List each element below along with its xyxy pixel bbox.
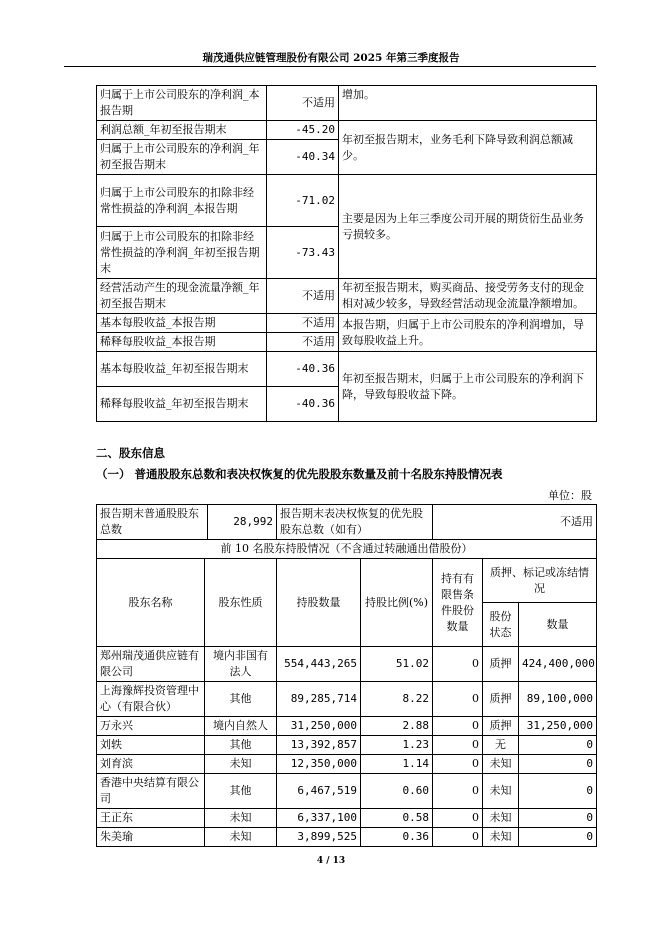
shareholder-pledge-qty: 0	[519, 755, 597, 774]
shareholder-restricted: 0	[433, 774, 483, 809]
change-reason: 增加。	[339, 86, 597, 121]
shareholder-ratio: 0.58	[361, 809, 433, 828]
shareholder-ratio: 0.36	[361, 828, 433, 847]
shareholder-row	[97, 774, 597, 809]
shareholder-qty: 13,392,857	[277, 736, 361, 755]
shareholder-name: 刘育滨	[97, 755, 205, 774]
shareholder-name: 朱美瑜	[97, 828, 205, 847]
shareholder-status: 无	[483, 736, 519, 755]
change-value: -73.43	[267, 227, 339, 279]
change-item: 稀释每股收益_年初至报告期末	[97, 387, 267, 422]
shareholder-restricted: 0	[433, 809, 483, 828]
shareholder-restricted: 0	[433, 717, 483, 736]
header-rule	[64, 66, 596, 67]
shareholder-qty: 12,350,000	[277, 755, 361, 774]
shareholder-qty: 3,899,525	[277, 828, 361, 847]
change-reason: 主要是因为上年三季度公司开展的期货衍生品业务亏损较多。	[339, 175, 597, 279]
shareholder-name: 王正东	[97, 809, 205, 828]
col-header-pledge-qty: 数量	[519, 603, 597, 647]
shareholder-ratio: 8.22	[361, 682, 433, 717]
shareholder-row	[97, 736, 597, 755]
change-reason: 本报告期，归属于上市公司股东的净利润增加，导致每股收益上升。	[339, 314, 597, 352]
shareholder-ratio: 51.02	[361, 647, 433, 682]
change-reason: 年初至报告期末，购买商品、接受劳务支付的现金相对减少较多，导致经营活动现金流量净额增加。	[339, 279, 597, 314]
shareholder-nature: 其他	[205, 682, 277, 717]
total-holders-label: 报告期末普通股股东总数 28,992	[97, 505, 277, 540]
shareholder-restricted: 0	[433, 828, 483, 847]
change-item: 归属于上市公司股东的扣除非经常性损益的净利润_本报告期	[97, 175, 267, 227]
section-title: 二、股东信息	[96, 446, 165, 460]
shareholder-ratio: 1.14	[361, 755, 433, 774]
shareholder-restricted: 0	[433, 755, 483, 774]
shareholders-table	[96, 504, 597, 847]
shareholder-name: 万永兴	[97, 717, 205, 736]
top10-title: 前 10 名股东持股情况（不含通过转融通出借股份）	[97, 540, 597, 559]
shareholder-nature: 境内自然人	[205, 717, 277, 736]
shareholder-qty: 6,467,519	[277, 774, 361, 809]
section-subtitle: （一） 普通股股东总数和表决权恢复的优先股股东数量及前十名股东持股情况表	[96, 467, 503, 481]
shareholder-status: 质押	[483, 647, 519, 682]
shareholder-ratio: 1.23	[361, 736, 433, 755]
shareholder-name: 上海豫辉投资管理中心（有限合伙）	[97, 682, 205, 717]
col-header-status: 股份状态	[483, 603, 519, 647]
shareholder-nature: 未知	[205, 755, 277, 774]
shareholder-status: 未知	[483, 828, 519, 847]
change-item: 基本每股收益_年初至报告期末	[97, 352, 267, 387]
shareholder-nature: 未知	[205, 828, 277, 847]
shareholder-pledge-qty: 0	[519, 736, 597, 755]
changes-table	[96, 85, 597, 422]
shareholder-nature: 未知	[205, 809, 277, 828]
shareholder-nature: 其他	[205, 774, 277, 809]
change-value: 不适用	[267, 333, 339, 352]
shareholder-row	[97, 647, 597, 682]
change-item: 稀释每股收益_本报告期	[97, 333, 267, 352]
shareholder-pledge-qty: 31,250,000	[519, 717, 597, 736]
col-header-restricted: 持有有限售条件股份数量	[433, 559, 483, 647]
col-header-ratio: 持股比例(%)	[361, 559, 433, 647]
shareholder-row	[97, 717, 597, 736]
shareholder-row	[97, 809, 597, 828]
change-value: -40.36	[267, 352, 339, 387]
page-number: 4 / 13	[316, 856, 346, 866]
change-item: 利润总额_年初至报告期末	[97, 121, 267, 140]
shareholder-name: 刘轶	[97, 736, 205, 755]
change-value: 不适用	[267, 279, 339, 314]
shareholder-restricted: 0	[433, 647, 483, 682]
change-reason: 年初至报告期末，归属于上市公司股东的净利润下降，导致每股收益下降。	[339, 352, 597, 422]
pref-holders-value: 不适用	[433, 505, 597, 540]
change-item: 归属于上市公司股东的净利润_年初至报告期末	[97, 140, 267, 175]
shareholder-status: 质押	[483, 682, 519, 717]
pref-holders-label: 报告期末表决权恢复的优先股股东总数（如有）	[277, 505, 433, 540]
change-value: 不适用	[267, 314, 339, 333]
shareholder-nature: 其他	[205, 736, 277, 755]
shareholder-status: 质押	[483, 717, 519, 736]
shareholder-row	[97, 755, 597, 774]
change-item: 经营活动产生的现金流量净额_年初至报告期末	[97, 279, 267, 314]
shareholder-row	[97, 682, 597, 717]
unit-label: 单位：股	[548, 489, 592, 502]
change-value: -71.02	[267, 175, 339, 227]
shareholder-qty: 6,337,100	[277, 809, 361, 828]
shareholder-pledge-qty: 0	[519, 774, 597, 809]
col-header-qty: 持股数量	[277, 559, 361, 647]
shareholder-pledge-qty: 0	[519, 809, 597, 828]
change-value: -40.34	[267, 140, 339, 175]
shareholder-pledge-qty: 0	[519, 828, 597, 847]
change-value: -45.20	[267, 121, 339, 140]
shareholder-status: 未知	[483, 755, 519, 774]
shareholder-ratio: 0.60	[361, 774, 433, 809]
shareholder-nature: 境内非国有法人	[205, 647, 277, 682]
shareholder-qty: 31,250,000	[277, 717, 361, 736]
col-header-nature: 股东性质	[205, 559, 277, 647]
col-header-pledge: 质押、标记或冻结情况	[483, 559, 597, 603]
change-item: 基本每股收益_本报告期	[97, 314, 267, 333]
change-item: 归属于上市公司股东的扣除非经常性损益的净利润_年初至报告期末	[97, 227, 267, 279]
shareholder-restricted: 0	[433, 736, 483, 755]
shareholder-restricted: 0	[433, 682, 483, 717]
change-value: -40.36	[267, 387, 339, 422]
change-item: 归属于上市公司股东的净利润_本报告期	[97, 86, 267, 121]
shareholder-pledge-qty: 89,100,000	[519, 682, 597, 717]
col-header-name: 股东名称	[97, 559, 205, 647]
shareholder-pledge-qty: 424,400,000	[519, 647, 597, 682]
shareholder-qty: 554,443,265	[277, 647, 361, 682]
total-holders-value: 28,992	[233, 515, 273, 528]
shareholder-qty: 89,285,714	[277, 682, 361, 717]
report-header: 瑞茂通供应链管理股份有限公司 2025 年第三季度报告	[202, 52, 460, 64]
change-value: 不适用	[267, 86, 339, 121]
shareholder-status: 未知	[483, 809, 519, 828]
shareholder-row	[97, 828, 597, 847]
shareholder-status: 未知	[483, 774, 519, 809]
shareholder-name: 郑州瑞茂通供应链有限公司	[97, 647, 205, 682]
shareholder-ratio: 2.88	[361, 717, 433, 736]
shareholder-name: 香港中央结算有限公司	[97, 774, 205, 809]
change-reason: 年初至报告期末，业务毛利下降导致利润总额减少。	[339, 121, 597, 175]
